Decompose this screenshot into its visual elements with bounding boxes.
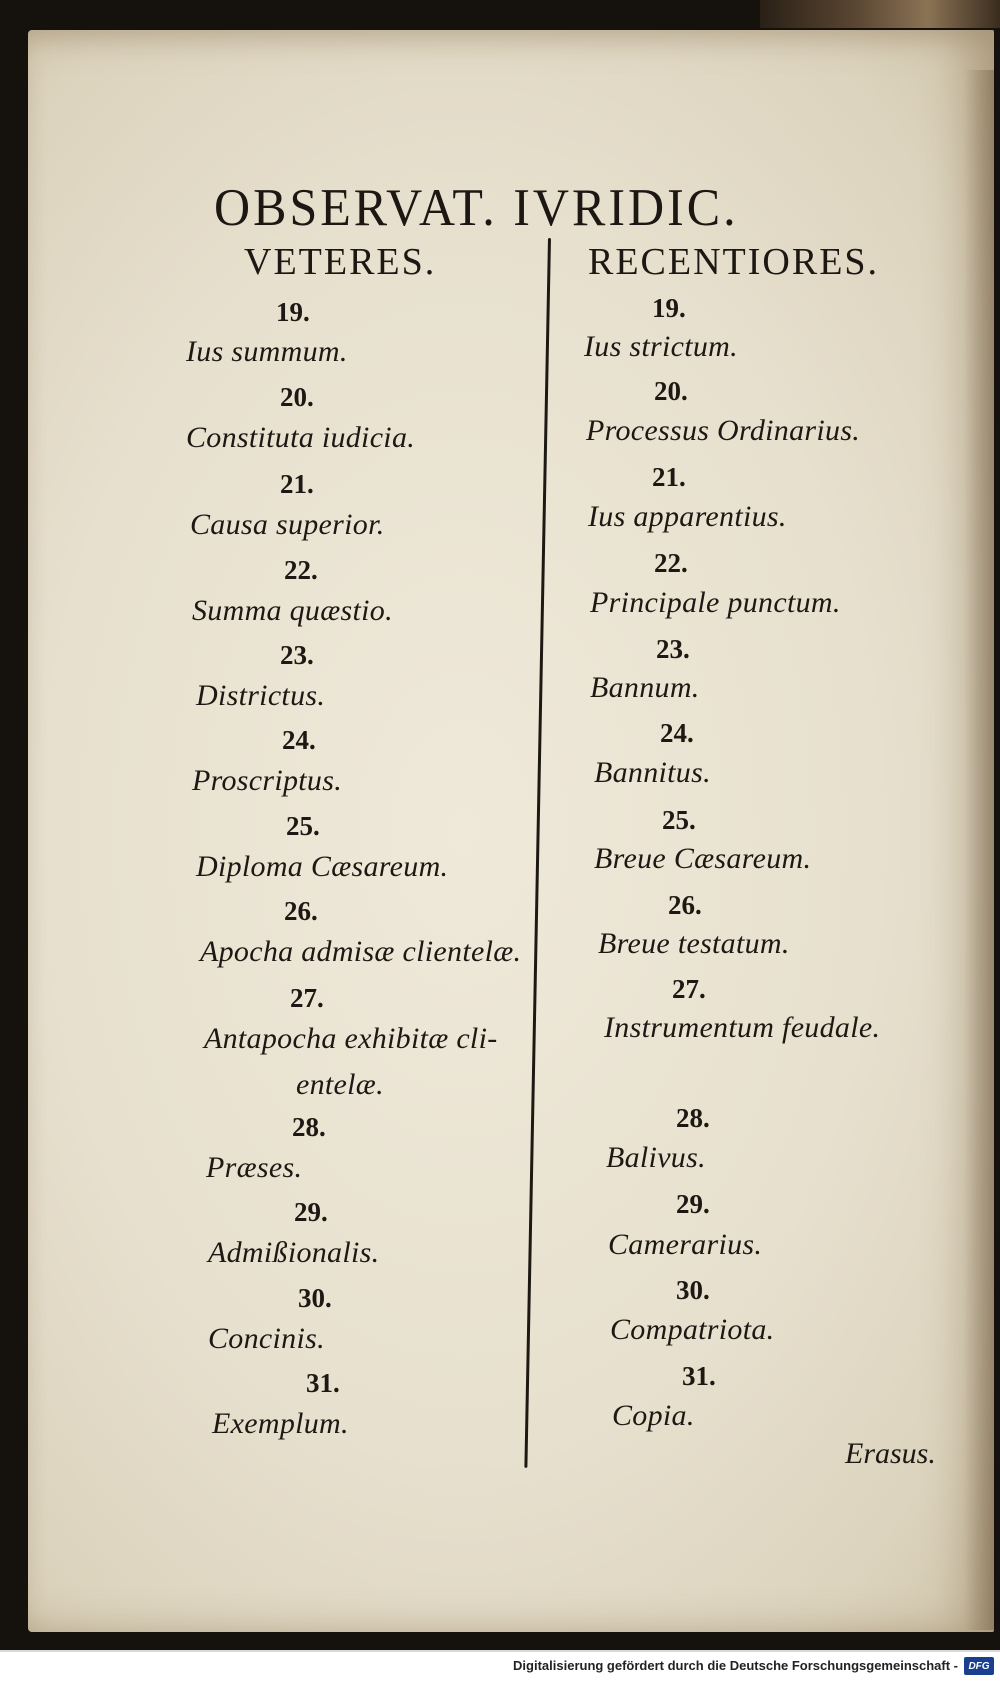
digitization-footer — [0, 1650, 1000, 1685]
right-entry-number: 23. — [656, 634, 690, 664]
left-entry-number: 26. — [284, 896, 318, 926]
left-entry-number: 22. — [284, 555, 318, 585]
left-entry-number: 31. — [306, 1368, 340, 1398]
right-entry-term: Compatriota. — [610, 1313, 775, 1346]
dfg-logo-icon: DFG — [964, 1657, 994, 1675]
right-entry-term: Instrumentum feudale. — [604, 1011, 881, 1044]
left-entry-term: Apocha admisæ clientelæ. — [200, 935, 522, 968]
footer-credit: Digitalisierung gefördert durch die Deutsche Forschungsgemeinschaft - — [513, 1658, 958, 1673]
left-entry-number: 27. — [290, 983, 324, 1013]
left-entry-number: 29. — [294, 1197, 328, 1227]
right-entry-number: 30. — [676, 1275, 710, 1305]
left-entry-term: Causa superior. — [190, 508, 385, 541]
left-entry-number: 30. — [298, 1283, 332, 1313]
right-entry-term: Breue Cæsareum. — [594, 842, 812, 875]
left-entry-term: Præses. — [206, 1151, 303, 1184]
right-entry-term: Bannum. — [590, 671, 700, 704]
right-entry-term: Processus Ordinarius. — [586, 414, 861, 447]
right-entry-term: Breue testatum. — [598, 927, 790, 960]
right-entry-number: 21. — [652, 462, 686, 492]
left-entry-number: 28. — [292, 1112, 326, 1142]
right-entry-number: 24. — [660, 718, 694, 748]
left-entry-term: Constituta iudicia. — [186, 421, 416, 454]
left-entry-number: 25. — [286, 811, 320, 841]
right-entry-term: Principale punctum. — [590, 586, 841, 619]
left-entry-number: 21. — [280, 469, 314, 499]
right-entry-number: 29. — [676, 1189, 710, 1219]
right-entry-term: Ius strictum. — [584, 330, 738, 363]
left-entry-term: Ius summum. — [186, 335, 348, 368]
right-entry-number: 26. — [668, 890, 702, 920]
left-entry-term: Districtus. — [196, 679, 326, 712]
left-entry-term: Diploma Cæsareum. — [196, 850, 449, 883]
left-entry-term-continued: entelæ. — [296, 1068, 384, 1101]
left-entry-number: 20. — [280, 382, 314, 412]
right-entry-term: Copia. — [612, 1399, 695, 1432]
right-entry-term: Balivus. — [606, 1141, 706, 1174]
right-entry-number: 28. — [676, 1103, 710, 1133]
right-entry-number: 22. — [654, 548, 688, 578]
right-entry-number: 31. — [682, 1361, 716, 1391]
right-entry-number: 19. — [652, 293, 686, 323]
left-entry-term: Exemplum. — [212, 1407, 349, 1440]
right-entry-term: Bannitus. — [594, 756, 711, 789]
right-entry-term: Camerarius. — [608, 1228, 763, 1261]
right-entry-term: Ius apparentius. — [588, 500, 787, 533]
left-entry-term: Summa quæstio. — [192, 594, 393, 627]
marginal-note: Erasus. — [845, 1437, 936, 1470]
left-column-heading: VETERES. — [244, 241, 437, 283]
left-entry-number: 19. — [276, 297, 310, 327]
left-entry-term: Proscriptus. — [192, 764, 342, 797]
page-edge-shadow — [964, 70, 994, 1630]
left-entry-term: Admißionalis. — [208, 1236, 380, 1269]
right-entry-number: 27. — [672, 974, 706, 1004]
left-entry-number: 24. — [282, 725, 316, 755]
left-entry-term: Antapocha exhibitæ cli- — [204, 1022, 498, 1055]
right-column-heading: RECENTIORES. — [588, 241, 880, 283]
left-entry-number: 23. — [280, 640, 314, 670]
right-entry-number: 20. — [654, 376, 688, 406]
book-edge — [760, 0, 1000, 28]
right-entry-number: 25. — [662, 805, 696, 835]
left-entry-term: Concinis. — [208, 1322, 325, 1355]
page-title: OBSERVAT. IVRIDIC. — [214, 177, 739, 237]
